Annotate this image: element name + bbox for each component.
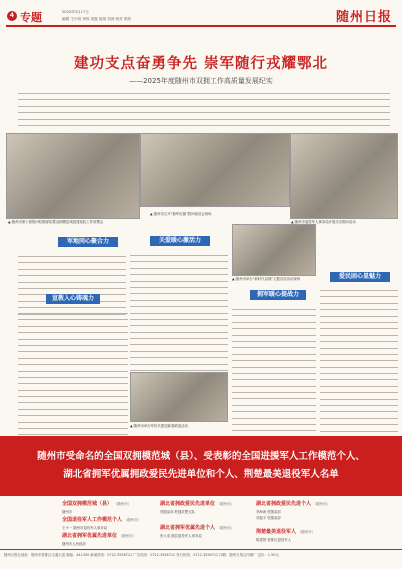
- award-entry: 刘振宇 驻随某部: [256, 516, 281, 520]
- award-entry: 随州市: [62, 509, 73, 514]
- section-title-d: 拥军暖心提战力: [250, 290, 306, 300]
- award-block-6: [256, 500, 396, 520]
- award-title: 湖北省拥军优属先进单位 （随州市）: [62, 533, 137, 539]
- award-block-1: [62, 500, 152, 514]
- caption-main-right: ▲ 随州市退役军人事务局开展走访慰问活动: [291, 220, 356, 224]
- section-title-a: 军地同心聚合力: [58, 237, 118, 247]
- section-title-b: 宣教入心铸魂力: [46, 294, 100, 304]
- photo-main-left: [6, 133, 140, 219]
- award-block-4: [160, 500, 250, 514]
- section-label: 专题: [20, 11, 42, 24]
- award-block-5: [160, 524, 250, 538]
- caption-main-center: ▲ 随州市召开“拥军优属”慰问座谈会现场: [150, 212, 212, 216]
- page-number: 4: [7, 11, 17, 21]
- photo-lower-left: [130, 372, 228, 422]
- award-entry: 张大成 随县退役军人事务局: [160, 533, 202, 538]
- section-title-e: 爱民固心显魅力: [330, 272, 390, 282]
- award-entry: 李海涛 驻随某部: [256, 509, 281, 514]
- photo-main-center: [140, 133, 290, 207]
- photo-main-right: [290, 133, 398, 219]
- award-title: 荆楚最美退役军人 （随州市）: [256, 529, 316, 535]
- award-title: 全国退役军人工作模范个人 （随州市）: [62, 517, 142, 523]
- banner-line-2: 湖北省拥军优属拥政爱民先进单位和个人、荆楚最美退役军人名单: [63, 469, 339, 480]
- caption-mid-center: ▲ 随州市举办“新时代双拥”主题宣传活动现场: [232, 277, 301, 281]
- award-title: 全国双拥模范城（县） （随州市）: [62, 501, 132, 507]
- award-entry: 王小一 随州市退役军人事务局: [62, 525, 108, 530]
- honor-banner: [0, 436, 402, 496]
- caption-lower-left: ▲ 随州市举办军民共建迎新春联谊活动: [130, 424, 188, 428]
- award-entry: 陈建国 曾都区退役军人: [256, 537, 291, 542]
- issue-date: 2025年3月17日: [62, 10, 89, 14]
- award-block-2: [62, 516, 152, 530]
- caption-main-left: ▲ 随州市第十届慰问驻随部队暨双拥模范城创建迎检工作部署会: [8, 220, 104, 224]
- column-b-text: [18, 309, 128, 435]
- headline: 建功支点奋勇争先 崇军随行戎耀鄂北: [73, 56, 329, 72]
- page-footer: 随州日报社地址：随州市曾都区交通大道 邮编：441300 新闻热线：0722-3556712 广告热线：0722-3556712 发行热线：0722-3556712 印刷：随州日报社印刷厂 定价：1.50元: [0, 549, 402, 560]
- section-title-c: 关爱暖心激活力: [150, 236, 210, 246]
- banner-line-1: 随州市受命名的全国双拥模范城（县）、受表彰的全国进援军人工作模范个人、: [37, 451, 365, 462]
- award-title: 湖北省拥军优属先进个人 （随州市）: [160, 525, 235, 531]
- award-entry: 随州市人民政府: [62, 541, 86, 546]
- award-title: 湖北省拥政爱民先进单位 （随州市）: [160, 501, 235, 507]
- editor-credits: 编辑 王小明 审校 周磊 组版 刘涛 校对 张欣: [62, 17, 132, 21]
- intro-paragraph: [18, 89, 390, 129]
- header-rule: [6, 25, 396, 27]
- column-a-text: [18, 252, 126, 316]
- subheadline: ——2025年度随州市双拥工作高质量发展纪实: [129, 77, 273, 85]
- award-title: 湖北省拥政爱民先进个人 （随州市）: [256, 501, 331, 507]
- photo-mid-center: [232, 224, 316, 276]
- award-block-3: [62, 532, 152, 546]
- award-entry: 驻随某部 驻随武警支队: [160, 509, 195, 514]
- column-e-text: [320, 286, 398, 434]
- award-block-7: [256, 528, 396, 542]
- newspaper-logo: 随州日报: [335, 10, 392, 25]
- column-c-text: [130, 251, 228, 371]
- column-d-text: [232, 305, 316, 433]
